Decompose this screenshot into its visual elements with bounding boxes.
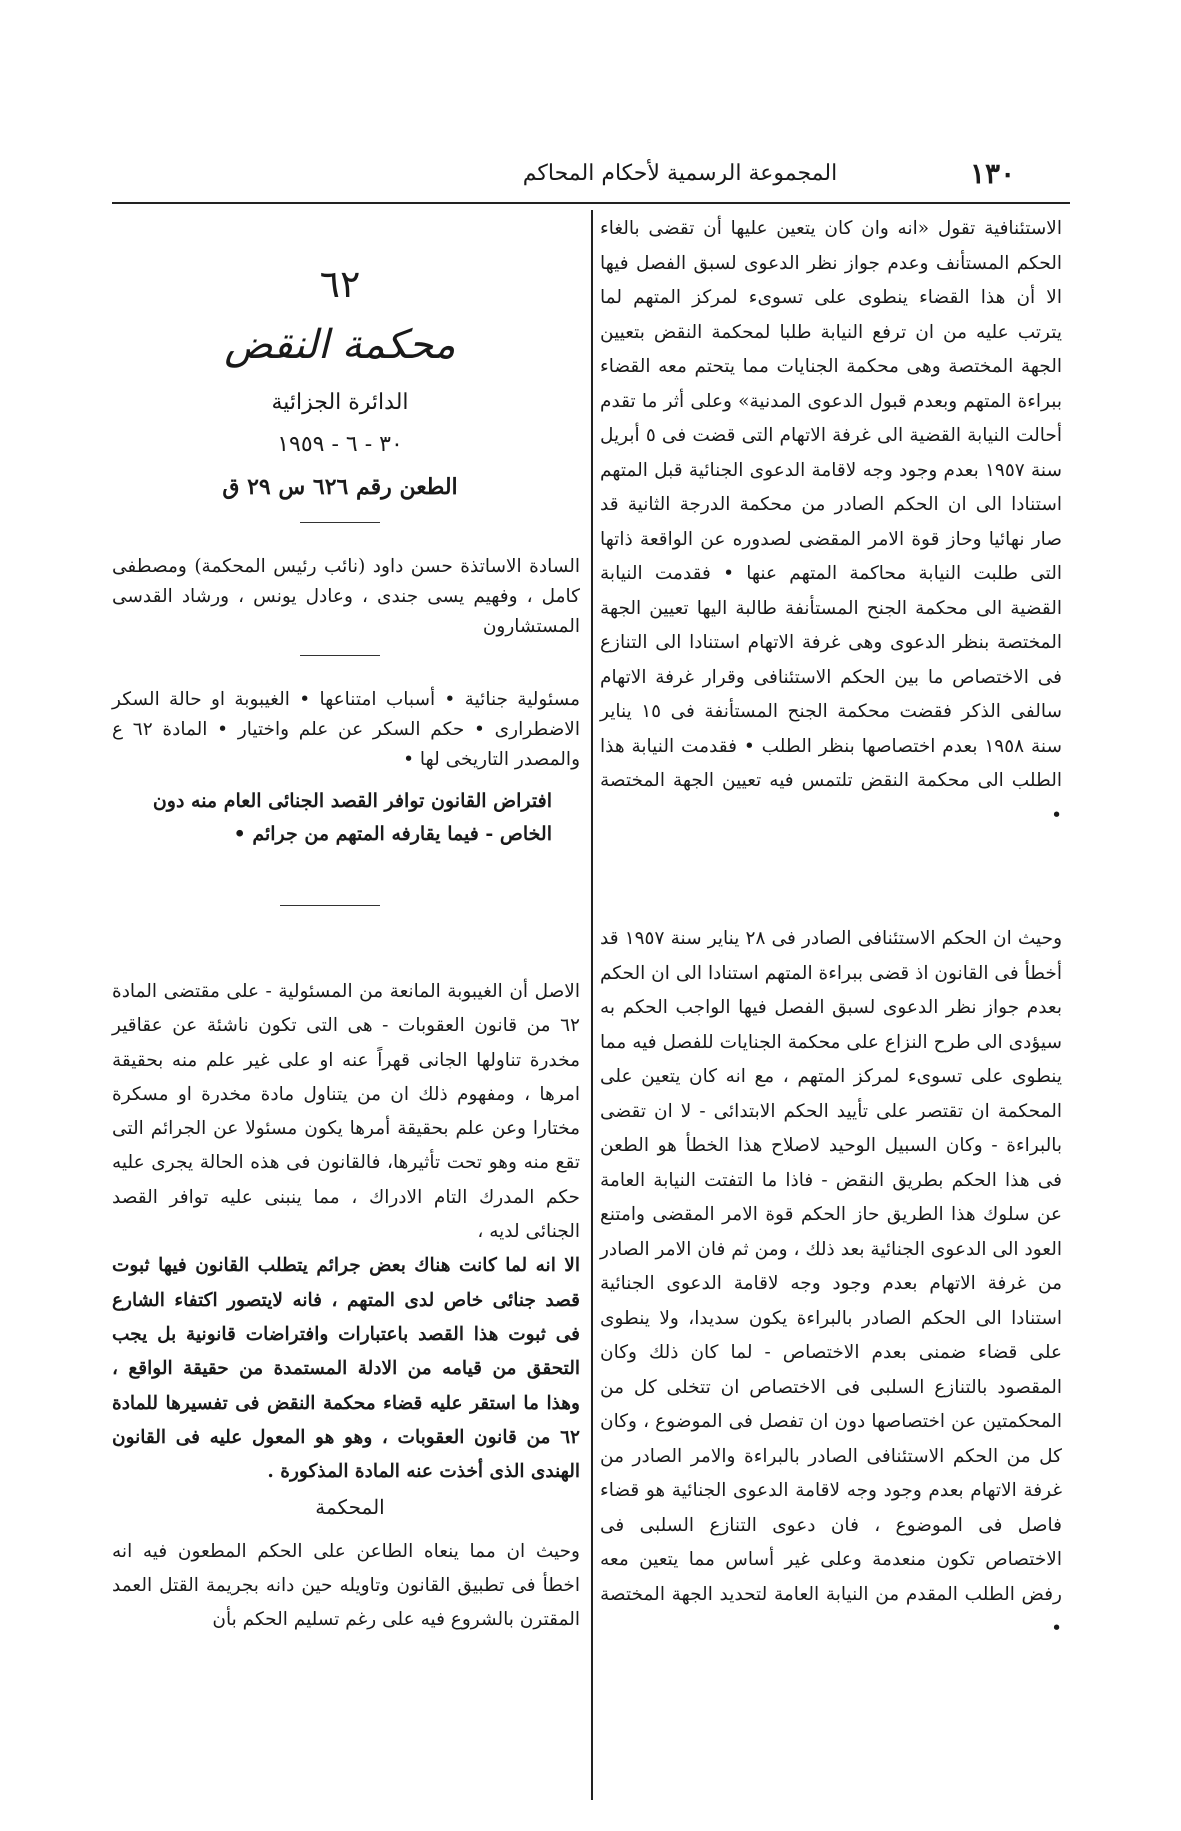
circuit-name: الدائرة الجزائية: [271, 390, 409, 415]
divider: [300, 522, 380, 523]
page-number: ١٣٠: [970, 157, 1016, 190]
appeal-number: الطعن رقم ٦٢٦ س ٢٩ ق: [222, 474, 458, 500]
paragraph: الاصل أن الغيبوبة المانعة من المسئولية - على مقتضى المادة ٦٢ من قانون العقوبات - هى التى تكون ناشئة عن عقاقير مخدرة تناولها الجانى قهراً عنه او على غير علم منه بحقيقة امرها ، ومفهوم ذلك ان من يتناول مادة مخدرة او مسكرة مختارا وعن علم بحقيقة أمرها يكون مسئولا عن الجرائم التى تقع منه وهو تحت تأثيرها، فالقانون فى هذه الحالة يجرى عليه حكم المدرك التام الادراك ، مما ينبنى عليه توافر القصد الجنائى لديه ،: [112, 981, 580, 1243]
paragraph: الاستئنافية تقول «انه وان كان يتعين عليها أن تقضى بالغاء الحكم المستأنف وعدم جواز نظر الدعوى لسبق الفصل فيها الا أن هذا القضاء ينطوى على تسوىء لمركز المتهم لما يترتب عليه من ان ترفع النيابة طلبا لمحكمة النقض بتعيين الجهة المختصة وهى محكمة الجنايات مما يتحتم معه القضاء ببراءة المتهم وبعدم قبول الدعوى المدنية» وعلى أثر ما تقدم أحالت النيابة القضية الى غرفة الاتهام التى قضت فى ٥ أبريل سنة ١٩٥٧ بعدم وجود وجه لاقامة الدعوى الجنائية قبل المتهم استنادا الى ان الحكم الصادر من محكمة الدرجة الثانية قد صار نهائيا وحاز قوة الامر المقضى لصدوره عن الواقعة ذاتها التى طلبت النيابة محاكمة المتهم عنها • فقدمت النيابة القضية الى محكمة الجنح المستأنفة طالبة اليها تعيين الجهة المختصة بنظر الدعوى وهى غرفة الاتهام استنادا الى التنازع فى الاختصاص ما بين الحكم الاستئنافى وقرار غرفة الاتهام سالفى الذكر فقضت محكمة الجنح المستأنفة فى ١٥ يناير سنة ١٩٥٨ بعدم اختصاصها بنظر الطلب • فقدمت النيابة هذا الطلب الى محكمة النقض تلتمس فيه تعيين الجهة المختصة •: [600, 218, 1062, 826]
right-column-reasoning: [600, 922, 1062, 1647]
right-column-continuation: [600, 212, 1062, 833]
page-header: [110, 155, 1070, 195]
keywords: مسئولية جنائية • أسباب امتناعها • الغيبوبة او حالة السكر الاضطرارى • حكم السكر عن علم واختيار • المادة ٦٢ ع والمصدر التاريخى لها •: [112, 689, 580, 770]
paragraph: وحيث ان مما ينعاه الطاعن على الحكم المطعون فيه انه اخطأ فى تطبيق القانون وتاويله حين دانه بجريمة القتل العمد المقترن بالشروع فيه على رغم تسليم الحكم بأن: [112, 1541, 580, 1630]
ruling-number: ٦٢: [319, 262, 361, 306]
divider: [300, 655, 380, 656]
paragraph-bold: الا انه لما كانت هناك بعض جرائم يتطلب القانون فيها ثبوت قصد جنائى خاص لدى المتهم ، فانه لايتصور اكتفاء الشارع فى ثبوت هذا القصد باعتبارات وافتراضات قانونية بل يجب التحقق من قيامه من الادلة المستمدة من حقيقة الواقع ، وهذا ما استقر عليه قضاء محكمة النقض فى تفسيرها للمادة ٦٢ من قانون العقوبات ، وهو هو المعول عليه فى القانون الهندى الذى أخذت عنه المادة المذكورة .: [112, 1255, 580, 1483]
ruling-date: ٣٠ - ٦ - ١٩٥٩: [277, 432, 403, 457]
judges-list: السادة الاساتذة حسن داود (نائب رئيس المحكمة) ومصطفى كامل ، وفهيم يسى جندى ، وعادل يونس ، ورشاد القدسى المستشارون: [112, 556, 580, 637]
running-title: المجموعة الرسمية لأحكام المحاكم: [522, 161, 838, 186]
paragraph: وحيث ان الحكم الاستئنافى الصادر فى ٢٨ يناير سنة ١٩٥٧ قد أخطأ فى القانون اذ قضى ببراءة المتهم استنادا الى ان الحكم بعدم جواز نظر الدعوى لسبق الفصل فيها الواجب الحكم به سيؤدى الى طرح النزاع على محكمة الجنايات للفصل فيه مما ينطوى على تسوىء لمركز المتهم ، مع انه كان يتعين على المحكمة ان تقتصر على تأييد الحكم الابتدائى - لا ان تقضى بالبراءة - وكان السبيل الوحيد لاصلاح هذا الخطأ هو الطعن فى هذا الحكم بطريق النقض - فاذا ما التفتت النيابة العامة عن سلوك هذا الطريق حاز الحكم قوة الامر المقضى وامتنع العود الى الدعوى الجنائية بعد ذلك ، ومن ثم فان الامر الصادر من غرفة الاتهام بعدم وجود وجه لاقامة الدعوى الجنائية استنادا الى الحكم الصادر بالبراءة يكون سديدا، ولا ينطوى على قضاء ضمنى بعدم الاختصاص - لما كان ذلك وكان المقصود بالتنازع السلبى فى الاختصاص ان تتخلى كل من المحكمتين عن اختصاصها دون ان تفصل فى الموضوع ، وكان كل من الحكم الاستئنافى الصادر بالبراءة والامر الصادر من غرفة الاتهام بعدم وجود وجه لاقامة الدعوى الجنائية هو قضاء فاصل فى الموضوع ، فان دعوى التنازع السلبى فى الاختصاص تكون منعدمة وعلى غير أساس مما يتعين معه رفض الطلب المقدم من النيابة العامة لتحديد الجهة المختصة •: [600, 928, 1062, 1639]
court-name: محكمة النقض: [224, 322, 456, 368]
divider: [280, 905, 380, 906]
column-divider: [591, 210, 593, 1800]
left-column-court-text: [112, 1535, 580, 1637]
legal-principle: افتراض القانون توافر القصد الجنائى العام منه دون الخاص - فيما يقارفه المتهم من جرائم •: [152, 790, 552, 845]
header-rule: [112, 202, 1070, 204]
left-column-summary: [112, 975, 580, 1489]
section-title: المحكمة: [315, 1495, 385, 1519]
